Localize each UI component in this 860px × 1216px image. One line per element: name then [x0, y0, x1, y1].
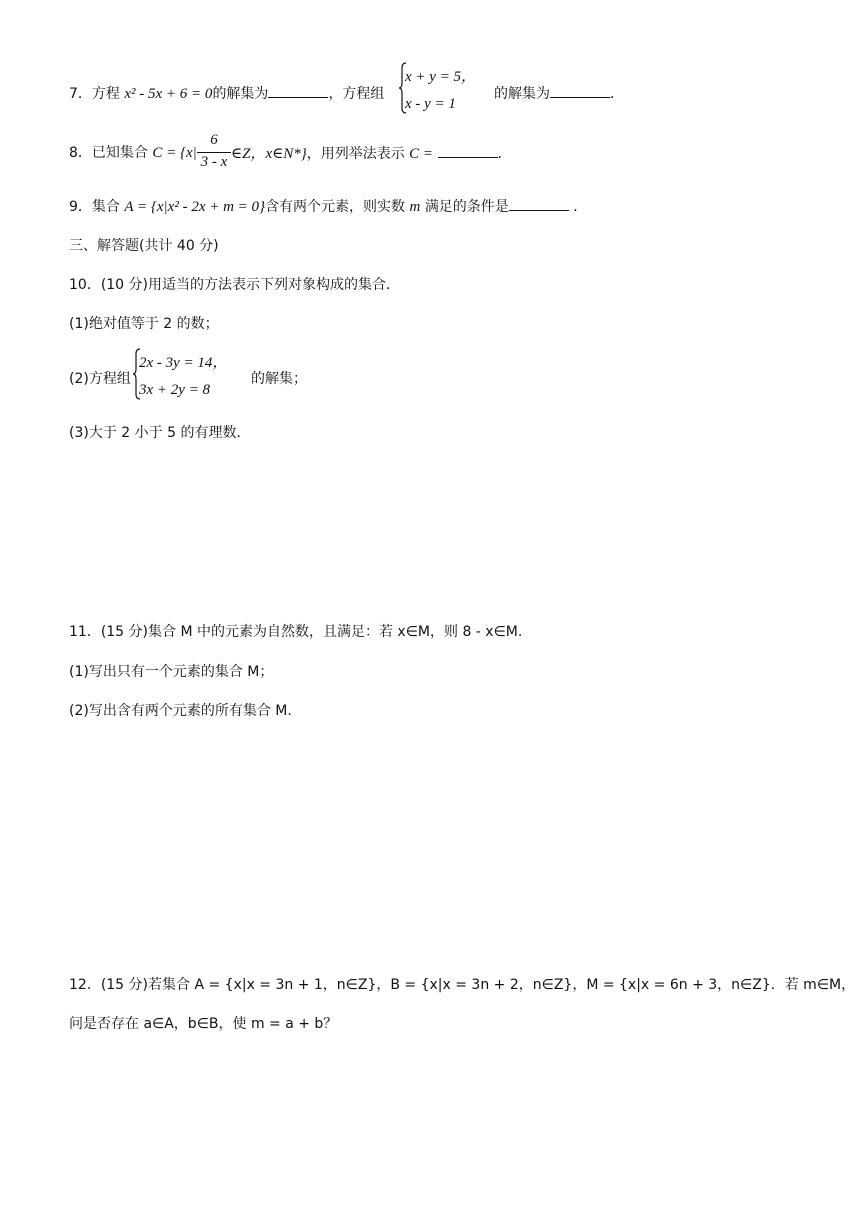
question-8-tail: [231, 143, 502, 164]
equation-row: x + y = 5，: [405, 69, 477, 85]
question-number: 7．: [69, 86, 92, 102]
set-expression: A = {x|x² - 2x + m = 0}: [124, 199, 266, 215]
question-text: 已知集合: [91, 145, 148, 161]
equation-system: [133, 348, 243, 404]
question-8: [69, 143, 197, 163]
question-text: ，用列举法表示: [306, 146, 405, 162]
question-10-part-2-tail: 的解集；: [251, 371, 307, 387]
set-suffix: ∈Z，x∈N*}: [231, 146, 307, 162]
question-7: [69, 83, 384, 104]
question-10-part-2: [69, 369, 131, 389]
variable: m: [409, 199, 421, 215]
set-prefix: C = {x|: [152, 145, 197, 161]
question-12-line-2: 问是否存在 a∈A，b∈B，使 m = a + b？: [69, 1016, 338, 1032]
question-11-header: 11．(15 分)集合 M 中的元素为自然数，且满足：若 x∈M，则 8 - x∈M.: [69, 624, 523, 640]
question-11-part-2: (2)写出含有两个元素的所有集合 M.: [69, 703, 292, 719]
fraction-denominator: 3 - x: [200, 154, 228, 170]
equation-system: [399, 62, 479, 118]
fraction: [197, 132, 231, 174]
question-text: 的解集为: [212, 86, 269, 102]
question-text: 方程: [91, 86, 120, 102]
question-10-part-3: (3)大于 2 小于 5 的有理数．: [69, 425, 251, 441]
answer-blank[interactable]: [268, 83, 328, 98]
set-name: C =: [409, 146, 434, 162]
question-text: ，方程组: [328, 86, 385, 102]
equation-row: 3x + 2y = 8: [139, 382, 211, 398]
question-number: 8．: [69, 145, 92, 161]
answer-blank[interactable]: [438, 143, 498, 158]
question-text: 含有两个元素，则实数: [265, 199, 406, 215]
answer-blank[interactable]: [550, 83, 610, 98]
question-10-part-1: (1)绝对值等于 2 的数；: [69, 316, 219, 332]
question-9: [69, 196, 587, 217]
equation: x² - 5x + 6 = 0: [124, 86, 213, 102]
question-7-tail: [494, 83, 624, 104]
question-text: 集合: [91, 199, 120, 215]
equation-row: 2x - 3y = 14，: [139, 355, 228, 371]
question-text: (2)方程组: [69, 371, 131, 387]
question-number: 9．: [69, 199, 92, 215]
equation-row: x - y = 1: [405, 96, 456, 112]
fraction-numerator: 6: [210, 132, 218, 148]
question-text: 的解集为: [494, 86, 550, 102]
fraction-bar: [197, 152, 231, 153]
punctuation: .: [497, 146, 502, 162]
answer-blank[interactable]: [509, 196, 569, 211]
punctuation: ．: [573, 199, 588, 215]
punctuation: ．: [610, 86, 624, 102]
question-12-line-1: 12．(15 分)若集合 A = {x|x = 3n + 1，n∈Z}，B = {x|x = 3n + 2，n∈Z}，M = {x|x = 6n + 3，n∈Z}．若 m∈M，: [69, 977, 856, 993]
question-text: 满足的条件是: [424, 199, 509, 215]
question-11-part-1: (1)写出只有一个元素的集合 M；: [69, 664, 274, 680]
section-heading: 三、解答题(共计 40 分): [69, 238, 219, 254]
question-10-header: 10．(10 分)用适当的方法表示下列对象构成的集合．: [69, 277, 401, 293]
